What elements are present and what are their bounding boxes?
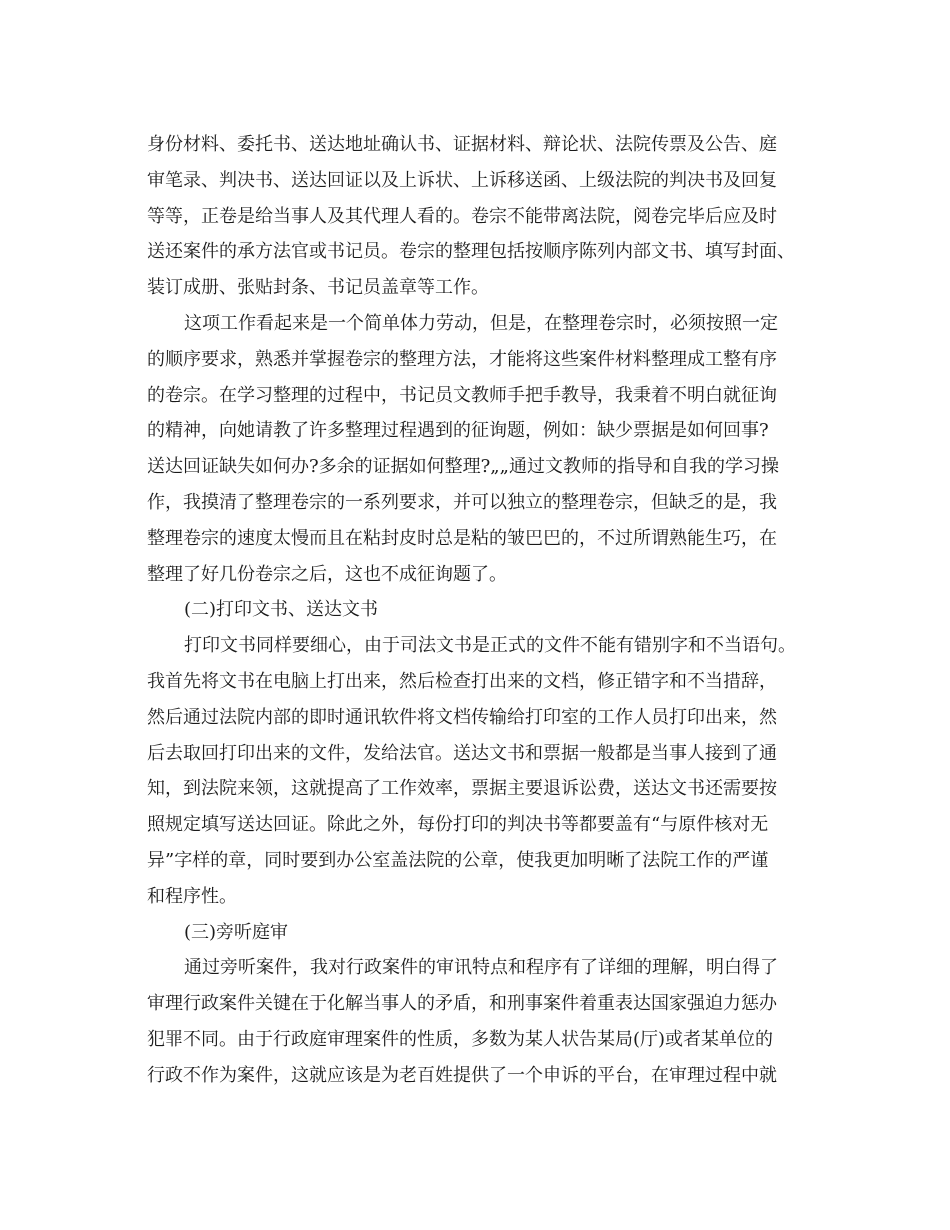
text-line: 审笔录、判决书、送达回证以及上诉状、上诉移送函、上级法院的判决书及回复 xyxy=(147,169,777,191)
text-line: 身份材料、委托书、送达地址确认书、证据材料、辩论状、法院传票及公告、庭 xyxy=(147,134,777,155)
text-line: 和程序性。 xyxy=(147,885,237,907)
text-line: 审理行政案件关键在于化解当事人的矛盾，和刑事案件着重表达国家强迫力惩办 xyxy=(147,993,777,1015)
text-line: 的卷宗。在学习整理的过程中，书记员文教师手把手教导，我秉着不明白就征询 xyxy=(147,384,777,406)
text-line: 送达回证缺失如何办?多余的证据如何整理?„„通过文教师的指导和自我的学习操 xyxy=(147,456,779,478)
text-line: 作，我摸清了整理卷宗的一系列要求，并可以独立的整理卷宗，但缺乏的是，我 xyxy=(147,491,777,513)
text-line: 这项工作看起来是一个简单体力劳动，但是，在整理卷宗时，必须按照一定 xyxy=(184,312,778,334)
text-line: 等等，正卷是给当事人及其代理人看的。卷宗不能带离法院，阅卷完毕后应及时 xyxy=(147,205,777,227)
text-line: 照规定填写送达回证。除此之外，每份打印的判决书等都要盖有“与原件核对无 xyxy=(147,814,769,836)
text-line: 打印文书同样要细心，由于司法文书是正式的文件不能有错别字和不当语句。 xyxy=(184,635,796,657)
text-line: 犯罪不同。由于行政庭审理案件的性质，多数为某人状告某局(厅)或者某单位的 xyxy=(147,1028,774,1050)
text-line: 知，到法院来领，这就提高了工作效率，票据主要退诉讼费，送达文书还需要按 xyxy=(147,778,777,800)
text-line: 我首先将文书在电脑上打出来，然后检查打出来的文档，修正错字和不当措辞， xyxy=(147,670,777,692)
text-line: 整理卷宗的速度太慢而且在粘封皮时总是粘的皱巴巴的，不过所谓熟能生巧，在 xyxy=(147,527,777,549)
text-line: (二)打印文书、送达文书 xyxy=(184,599,379,621)
text-line: 然后通过法院内部的即时通讯软件将文档传输给打印室的工作人员打印出来，然 xyxy=(147,706,777,728)
text-line: 整理了好几份卷宗之后，这也不成征询题了。 xyxy=(147,563,507,585)
text-line: 后去取回打印出来的文件，发给法官。送达文书和票据一般都是当事人接到了通 xyxy=(147,742,777,764)
text-line: 行政不作为案件，这就应该是为老百姓提供了一个申诉的平台，在审理过程中就 xyxy=(147,1064,777,1086)
text-line: 的精神，向她请教了许多整理过程遇到的征询题，例如：缺少票据是如何回事? xyxy=(147,420,769,442)
text-line: 通过旁听案件，我对行政案件的审讯特点和程序有了详细的理解，明白得了 xyxy=(184,957,778,979)
text-line: 的顺序要求，熟悉并掌握卷宗的整理方法，才能将这些案件材料整理成工整有序 xyxy=(147,348,777,370)
text-line: 异”字样的章，同时要到办公室盖法院的公章，使我更加明晰了法院工作的严谨 xyxy=(147,849,769,871)
text-line: (三)旁听庭审 xyxy=(184,921,289,943)
document-body xyxy=(147,127,807,1094)
text-line: 装订成册、张贴封条、书记员盖章等工作。 xyxy=(147,277,489,299)
text-line: 送还案件的承方法官或书记员。卷宗的整理包括按顺序陈列内部文书、填写封面、 xyxy=(147,241,795,263)
